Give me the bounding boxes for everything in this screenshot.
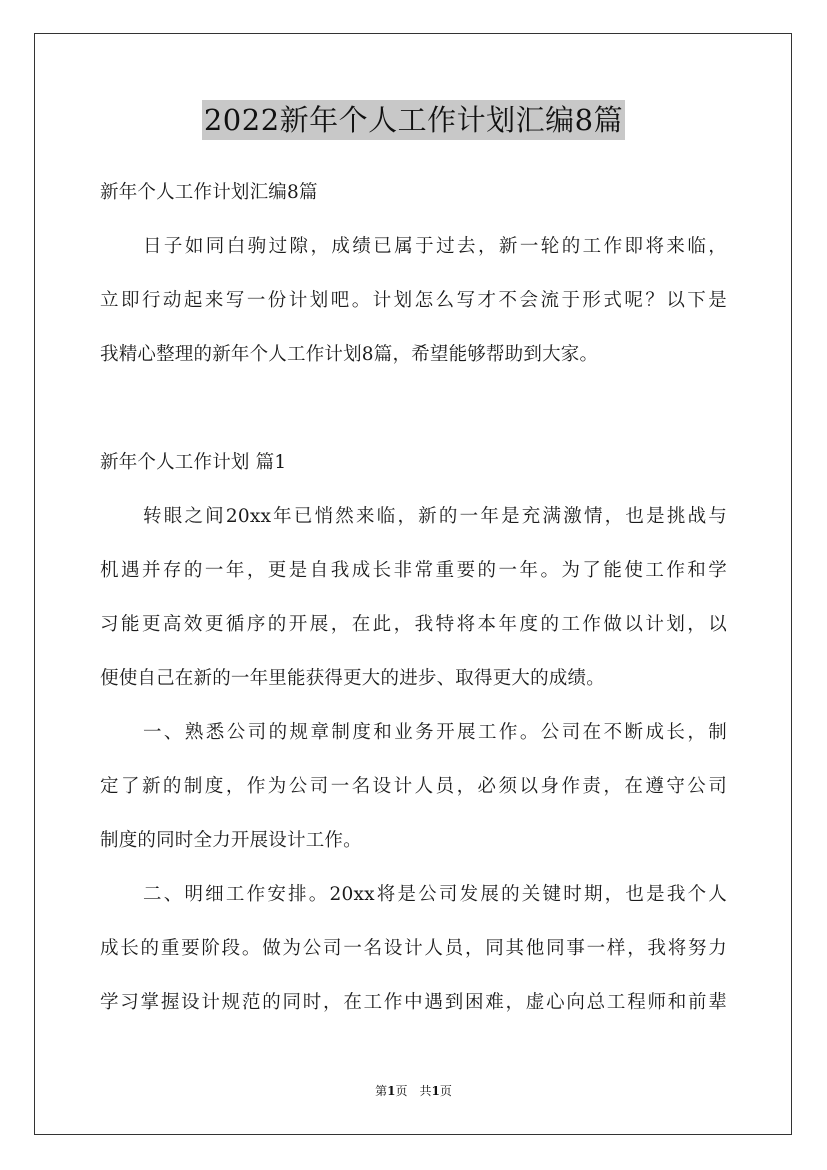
intro-line-1: 日子如同白驹过隙，成绩已属于过去，新一轮的工作即将来临， <box>143 236 727 257</box>
subtitle-line: 新年个人工作计划汇编8篇 <box>100 182 318 203</box>
page-number: 1 <box>387 1084 396 1098</box>
para3-line-2: 成长的重要阶段。做为公司一名设计人员，同其他同事一样，我将努力 <box>100 938 727 959</box>
section-heading: 新年个人工作计划 篇1 <box>100 452 287 473</box>
intro-line-2: 立即行动起来写一份计划吧。计划怎么写才不会流于形式呢？以下是 <box>100 290 727 311</box>
para3-line-3: 学习掌握设计规范的同时，在工作中遇到困难，虚心向总工程师和前辈 <box>100 992 727 1013</box>
para2-line-3: 制度的同时全力开展设计工作。 <box>100 830 362 851</box>
para2-line-2: 定了新的制度，作为公司一名设计人员，必须以身作责，在遵守公司 <box>100 776 727 797</box>
intro-line-3: 我精心整理的新年个人工作计划8篇，希望能够帮助到大家。 <box>100 344 599 365</box>
para1-line-2: 机遇并存的一年，更是自我成长非常重要的一年。为了能使工作和学 <box>100 560 727 581</box>
page-label-pre: 第 <box>375 1084 388 1098</box>
document-title: 2022新年个人工作计划汇编8篇 <box>202 100 625 140</box>
para1-line-1: 转眼之间20xx年已悄然来临，新的一年是充满激情，也是挑战与 <box>143 506 727 527</box>
para1-line-4: 便使自己在新的一年里能获得更大的进步、取得更大的成绩。 <box>100 668 605 689</box>
total-pages: 1 <box>431 1084 440 1098</box>
page-label-post: 页 共 <box>395 1084 432 1098</box>
para2-line-1: 一、熟悉公司的规章制度和业务开展工作。公司在不断成长，制 <box>143 722 727 743</box>
document-title-area <box>0 100 827 140</box>
para3-line-1: 二、明细工作安排。20xx将是公司发展的关键时期，也是我个人 <box>143 884 727 905</box>
document-body <box>100 175 727 1039</box>
para1-line-3: 习能更高效更循序的开展，在此，我特将本年度的工作做以计划，以 <box>100 614 727 635</box>
total-label-post: 页 <box>439 1084 452 1098</box>
blank-line <box>100 391 727 445</box>
page-footer <box>0 1082 827 1100</box>
